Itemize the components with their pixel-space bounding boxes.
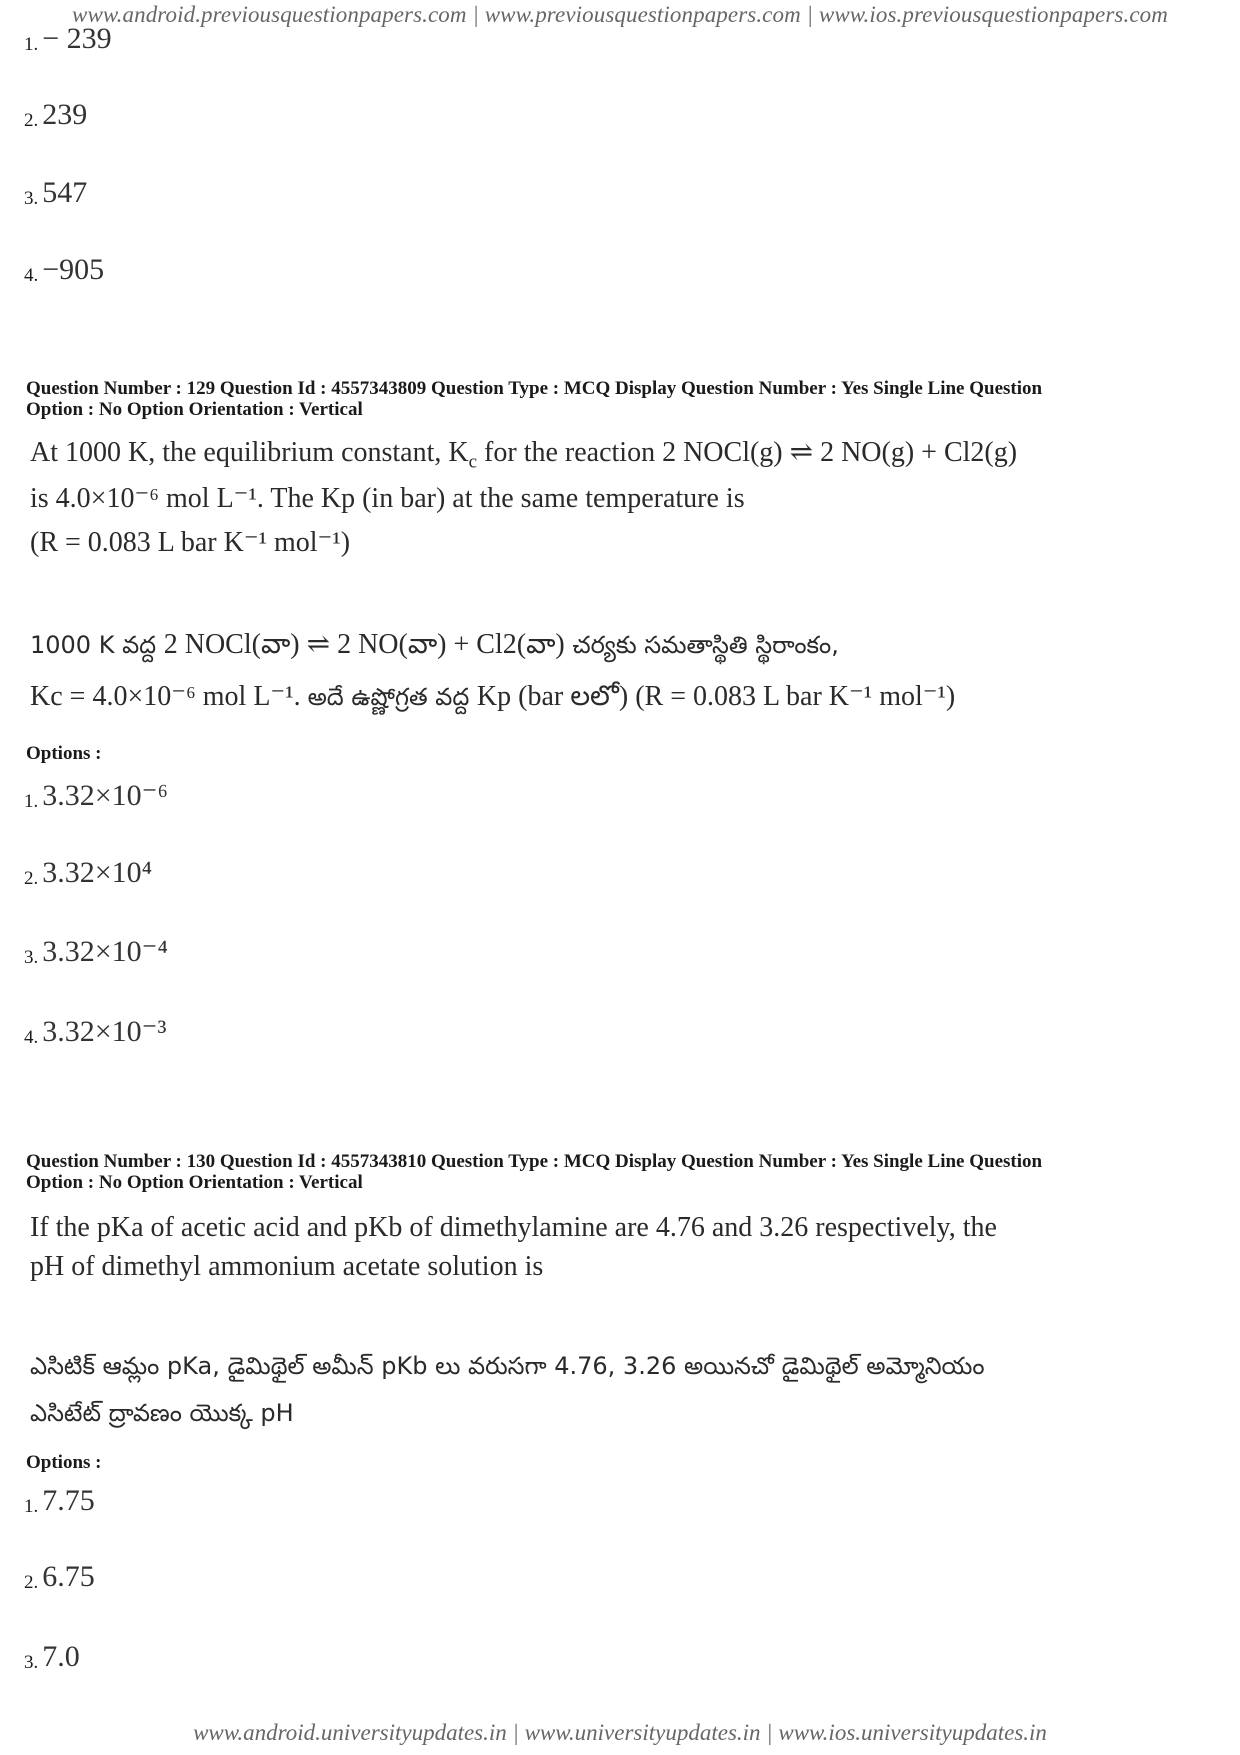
q129-option-2	[24, 856, 152, 890]
option-number: 1.	[24, 34, 39, 55]
q130-option-2	[24, 1560, 95, 1594]
option-value: 7.0	[42, 1640, 80, 1673]
q130-en-line2: pH of dimethyl ammonium acetate solution is	[30, 1251, 544, 1282]
option-value: 7.75	[42, 1484, 95, 1517]
q129-option-3	[24, 934, 168, 969]
q130-te-text-2: ఎసిటేట్ ద్రావణం యొక్క pH	[30, 1399, 294, 1427]
q130-option-1	[24, 1484, 95, 1518]
prev-option-3	[24, 176, 87, 210]
option-number: 3.	[24, 188, 39, 209]
option-number: 1.	[24, 791, 39, 812]
option-value: 6.75	[42, 1560, 95, 1593]
q129-te-text-b: చర్యకు సమతాస్థితి స్థిరాంకం,	[564, 631, 839, 659]
option-number: 4.	[24, 265, 39, 286]
option-value: 3.32×10⁻⁶	[42, 779, 168, 812]
header-watermark: www.android.previousquestionpapers.com | www.previousquestionpapers.com | www.ios.previousquestionpapers.com	[72, 2, 1168, 27]
option-number: 1.	[24, 1496, 39, 1517]
prev-option-4	[24, 253, 104, 287]
option-value: 3.32×10⁻⁴	[42, 935, 168, 968]
option-number: 2.	[24, 110, 39, 131]
q129-reaction: 2 NOCl(g) ⇌ 2 NO(g) + Cl2(g)	[662, 437, 1018, 468]
q130-meta-line2: Option : No Option Orientation : Vertical	[26, 1172, 363, 1193]
prev-option-1	[24, 22, 112, 56]
option-number: 4.	[24, 1027, 39, 1048]
q129-en-text-c: for the reaction	[477, 437, 663, 468]
option-number: 3.	[24, 1652, 39, 1673]
q130-te-text-1: ఎసిటిక్ ఆమ్లం pKa, డైమిథైల్ అమీన్ pKb లు వరుసగా 4.76, 3.26 అయినచో డైమిథైల్ అమ్మోనియం	[30, 1352, 985, 1380]
option-value: − 239	[42, 22, 112, 55]
option-number: 3.	[24, 947, 39, 968]
option-value: 547	[42, 176, 88, 209]
q129-en-line2: is 4.0×10⁻⁶ mol L⁻¹. The Kp (in bar) at the same temperature is	[30, 483, 745, 514]
q130-en-line1: If the pKa of acetic acid and pKb of dimethylamine are 4.76 and 3.26 respectively, the	[30, 1212, 997, 1243]
q129-te-line2	[30, 680, 955, 714]
option-number: 2.	[24, 1572, 39, 1593]
q129-te-text-temp: అదే ఉష్ణోగ్రత వద్ద	[307, 683, 477, 711]
q129-option-4	[24, 1014, 167, 1049]
q130-meta	[26, 1151, 1216, 1193]
footer-watermark: www.android.universityupdates.in | www.universityupdates.in | www.ios.universityupdates.in	[193, 1720, 1047, 1745]
q129-en-sub-c: c	[468, 451, 478, 473]
q130-te-line1	[30, 1349, 985, 1383]
q130-option-3	[24, 1640, 80, 1674]
option-value: −905	[42, 253, 105, 286]
q129-meta-line2: Option : No Option Orientation : Vertical	[26, 399, 363, 420]
q130-meta-line1: Question Number : 130 Question Id : 4557343810 Question Type : MCQ Display Question Number : Yes Single Line Question	[26, 1151, 1043, 1172]
option-number: 2.	[24, 868, 39, 889]
q129-en-line1	[30, 436, 1017, 480]
q129-te-reaction: 2 NOCl(వా) ⇌ 2 NO(వా) + Cl2(వా)	[163, 629, 565, 660]
q129-meta	[26, 378, 1216, 420]
q129-options-label: Options :	[26, 743, 102, 764]
q129-te-line1	[30, 628, 839, 662]
q129-te-text-a: 1000 K వద్ద	[30, 631, 164, 659]
q130-te-line2	[30, 1396, 294, 1430]
option-value: 3.32×10⁴	[42, 856, 153, 889]
option-value: 3.32×10⁻³	[42, 1015, 167, 1048]
q129-meta-line1: Question Number : 129 Question Id : 4557343809 Question Type : MCQ Display Question Number : Yes Single Line Question	[26, 378, 1043, 399]
q129-en-line3: (R = 0.083 L bar K⁻¹ mol⁻¹)	[30, 527, 351, 558]
q130-options-label: Options :	[26, 1452, 102, 1473]
q129-te-text-kp: Kp (bar లలో) (R = 0.083 L bar K⁻¹ mol⁻¹)	[476, 681, 956, 712]
q129-en-text-a: At 1000 K, the equilibrium constant, K	[30, 437, 469, 468]
prev-option-2	[24, 98, 87, 132]
option-value: 239	[42, 98, 88, 131]
q129-option-1	[24, 778, 168, 813]
q129-te-text-kc: Kc = 4.0×10⁻⁶ mol L⁻¹.	[30, 681, 308, 712]
